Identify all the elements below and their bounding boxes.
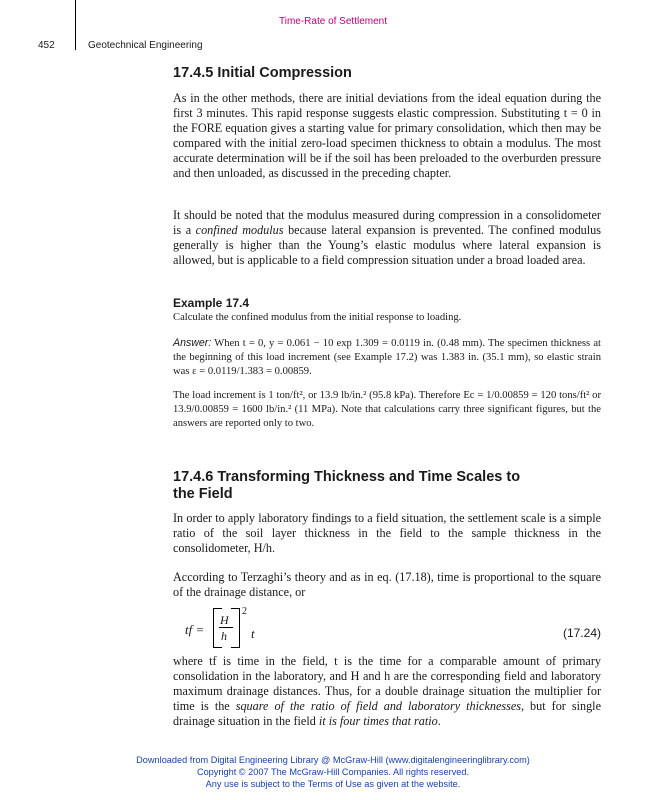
example-title: Example 17.4 [173,296,250,310]
equation-denominator: h [221,629,227,643]
running-head: Time-Rate of Settlement [278,16,387,27]
paragraph-drainage: where tf is time in the field, t is the time for a comparable amount of primary consolidation in the laboratory, and H and h are the corresponding field and laboratory maximum drainage distances. Thus, for a double drainage situation the multiplier for time is the square of the ratio of field and laboratory thicknesses, but for single drainage situation in the field it is four times that ratio. [173,654,601,728]
section-heading-17-4-5: 17.4.5 Initial Compression [173,65,352,81]
paragraph-settlement-scale: In order to apply laboratory findings to a field situation, the settlement scale is a simple ratio of the soil layer thickness in the field to the sample thickness in the consolidometer, H/h. [173,511,601,555]
paragraph-terzaghi: According to Terzaghi’s theory and as in eq. (17.18), time is proportional to the square of the drainage distance, or [173,570,601,599]
footer-download-line[interactable]: Downloaded from Digital Engineering Library @ McGraw-Hill (www.digitalengineeringlibrary.com) [136,755,530,765]
equation-rhs: t [251,626,255,641]
book-title: Geotechnical Engineering [88,40,203,51]
right-bracket [231,608,240,648]
equation-exponent: 2 [242,606,247,617]
example-answer-2: The load increment is 1 ton/ft², or 13.9 lb/in.² (95.8 kPa). Therefore Ec = 1/0.00859 = 120 tons/ft² or 13.9/0.00859 = 1600 lb/in.² (11 MPa). Note that calculations carry three significant figures, but the answers are reported only to two. [173,390,601,429]
paragraph-confined-modulus: It should be noted that the modulus measured during compression in a consolidometer is a confined modulus because lateral expansion is prevented. The confined modulus generally is higher than the Young’s elastic modulus where lateral expansion is allowed, but is applicable to a field compression situation under a broad loaded area. [173,208,601,267]
section-heading-17-4-6: 17.4.6 Transforming Thickness and Time Scales to the Field [173,469,521,502]
equation-numerator: H [220,613,229,627]
equation-number: (17.24) [562,626,601,640]
footer-terms: Any use is subject to the Terms of Use as given at the website. [205,779,461,789]
example-prompt: Calculate the confined modulus from the initial response to loading. [173,312,462,323]
header-rule [75,0,76,50]
footer [0,754,666,790]
example-answer-1: Answer: When t = 0, y = 0.061 − 10 exp 1.309 = 0.0119 in. (0.48 mm). The specimen thickness at the beginning of this load increment (see Example 17.2) was 1.383 in. (35.1 mm), so elastic strain was ε = 0.0119/1.383 = 0.00859. [173,337,601,377]
paragraph-initial-compression: As in the other methods, there are initial deviations from the ideal equation during the first 3 minutes. This rapid response suggests elastic compression. Substituting t = 0 in the FORE equation gives a starting value for primary consolidation, which then may be compared with the initial zero-load specimen thickness to obtain a modulus. The most accurate determination will be if the soil has been preloaded to the overburden pressure and then unloaded, as discussed in the preceding chapter. [173,91,601,180]
equation-lhs: tf = [185,622,205,637]
page-number: 452 [38,40,55,51]
footer-copyright: Copyright © 2007 The McGraw-Hill Companies. All rights reserved. [196,767,470,777]
equation-17-24 [173,608,601,656]
